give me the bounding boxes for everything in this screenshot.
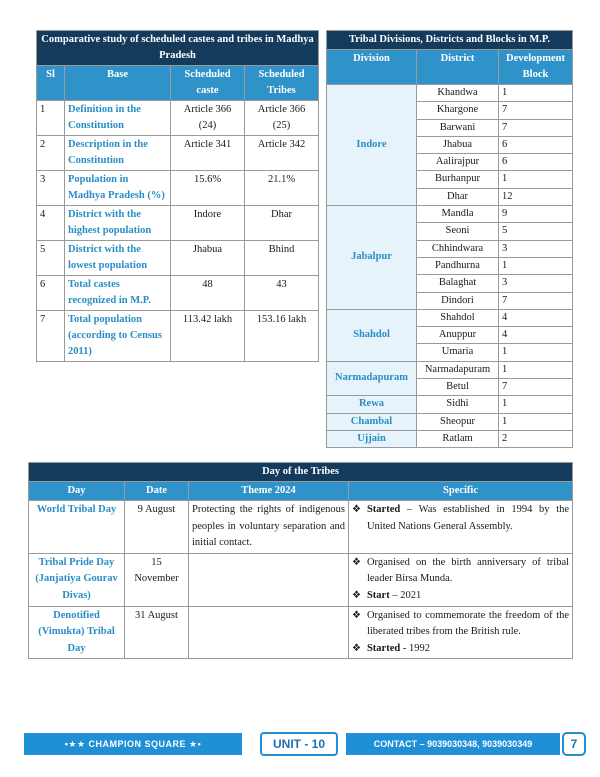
base-cell: District with the highest population — [65, 206, 171, 241]
table-row — [327, 361, 573, 378]
day-cell: Tribal Pride Day (Janjatiya Gourav Divas) — [29, 553, 125, 606]
division-cell: Narmadapuram — [327, 361, 417, 396]
specific-body: Organised on the birth anniversary of tribal leader Birsa Munda. — [366, 556, 570, 585]
district-cell: Seoni — [417, 223, 499, 240]
header-district: District — [417, 50, 499, 85]
district-cell: Chhindwara — [417, 240, 499, 257]
theme-cell — [189, 606, 349, 659]
district-cell: Dindori — [417, 292, 499, 309]
district-cell: Khandwa — [417, 85, 499, 102]
caste-cell: 15.6% — [171, 171, 245, 206]
district-cell: Narmadapuram — [417, 361, 499, 378]
tribes-cell: Dhar — [245, 206, 319, 241]
district-cell: Aalirajpur — [417, 154, 499, 171]
bullet-icon: ❖ — [352, 504, 361, 515]
sl-cell: 1 — [37, 101, 65, 136]
castes-table-title: Comparative study of scheduled castes and tribes in Madhya Pradesh — [37, 31, 319, 66]
specific-point — [352, 588, 569, 605]
day-cell: Denotified (Vimukta) Tribal Day — [29, 606, 125, 659]
blocks-cell: 1 — [499, 85, 573, 102]
tribes-cell: Article 342 — [245, 136, 319, 171]
caste-cell: Jhabua — [171, 241, 245, 276]
district-cell: Sidhi — [417, 396, 499, 413]
blocks-cell: 7 — [499, 102, 573, 119]
page-number: 7 — [562, 732, 586, 756]
specific-point — [352, 608, 569, 641]
footer-unit: UNIT - 10 — [260, 732, 338, 756]
day-cell: World Tribal Day — [29, 501, 125, 554]
table-row — [37, 241, 319, 276]
specific-label: Start — [366, 589, 390, 601]
day-of-tribes-table — [28, 462, 573, 659]
bullet-icon: ❖ — [352, 642, 361, 654]
district-cell: Anuppur — [417, 327, 499, 344]
table-row — [327, 430, 573, 447]
division-cell: Ujjain — [327, 430, 417, 447]
date-cell: 31 August — [125, 606, 189, 659]
district-cell: Betul — [417, 379, 499, 396]
tribes-cell: Bhind — [245, 241, 319, 276]
specific-point — [352, 555, 569, 588]
header-development-block: Development Block — [499, 50, 573, 85]
caste-cell: Article 341 — [171, 136, 245, 171]
castes-tribes-table — [36, 30, 319, 362]
tribal-divisions-table — [326, 30, 573, 448]
specific-text — [367, 588, 421, 605]
blocks-cell: 2 — [499, 430, 573, 447]
divisions-table-title: Tribal Divisions, Districts and Blocks in M.P. — [327, 31, 573, 50]
header-scheduled-caste: Scheduled caste — [171, 66, 245, 101]
specific-body: Organised to commemorate the freedom of the liberated tribes from the British rule. — [366, 609, 570, 638]
blocks-cell: 4 — [499, 309, 573, 326]
specific-cell — [349, 501, 573, 554]
bullet-icon: ❖ — [352, 589, 361, 601]
blocks-cell: 7 — [499, 379, 573, 396]
table-row — [37, 276, 319, 311]
blocks-cell: 9 — [499, 206, 573, 223]
table-row — [37, 136, 319, 171]
tribes-day-title: Day of the Tribes — [29, 463, 573, 482]
district-cell: Ratlam — [417, 430, 499, 447]
header-date: Date — [125, 482, 189, 501]
specific-cell — [349, 606, 573, 659]
district-cell: Burhanpur — [417, 171, 499, 188]
division-cell: Chambal — [327, 413, 417, 430]
specific-cell — [349, 553, 573, 606]
blocks-cell: 3 — [499, 275, 573, 292]
blocks-cell: 3 — [499, 240, 573, 257]
district-cell: Umaria — [417, 344, 499, 361]
blocks-cell: 12 — [499, 188, 573, 205]
header-sl: Sl — [37, 66, 65, 101]
district-cell: Khargone — [417, 102, 499, 119]
caste-cell: Indore — [171, 206, 245, 241]
base-cell: Description in the Constitution — [65, 136, 171, 171]
division-cell: Shahdol — [327, 309, 417, 361]
base-cell: Population in Madhya Pradesh (%) — [65, 171, 171, 206]
division-cell: Indore — [327, 85, 417, 206]
district-cell: Mandla — [417, 206, 499, 223]
table-row — [327, 413, 573, 430]
header-scheduled-tribes: Scheduled Tribes — [245, 66, 319, 101]
header-division: Division — [327, 50, 417, 85]
blocks-cell: 7 — [499, 119, 573, 136]
specific-text — [367, 608, 569, 641]
district-cell: Sheopur — [417, 413, 499, 430]
footer-contact: CONTACT – 9039030348, 9039030349 — [346, 733, 560, 755]
table-row — [37, 206, 319, 241]
blocks-cell: 5 — [499, 223, 573, 240]
specific-point — [352, 502, 569, 535]
specific-point — [352, 641, 569, 658]
bullet-icon: ❖ — [352, 609, 361, 621]
date-cell: 15 November — [125, 553, 189, 606]
theme-cell: Protecting the rights of indigenous peoples in voluntary separation and initial contact. — [189, 501, 349, 554]
base-cell: Total population (according to Census 2011) — [65, 311, 171, 362]
header-specific: Specific — [349, 482, 573, 501]
district-cell: Balaghat — [417, 275, 499, 292]
base-cell: Total castes recognized in M.P. — [65, 276, 171, 311]
blocks-cell: 4 — [499, 327, 573, 344]
table-row — [37, 311, 319, 362]
specific-body: – Was established in 1994 by the United Nations General Assembly. — [366, 504, 570, 532]
tribes-cell: 21.1% — [245, 171, 319, 206]
table-row — [327, 206, 573, 223]
division-cell: Jabalpur — [327, 206, 417, 310]
district-cell: Jhabua — [417, 136, 499, 153]
theme-cell — [189, 553, 349, 606]
district-cell: Shahdol — [417, 309, 499, 326]
base-cell: District with the lowest population — [65, 241, 171, 276]
specific-body: – 2021 — [389, 589, 422, 601]
table-row — [327, 85, 573, 102]
tribes-cell: 153.16 lakh — [245, 311, 319, 362]
header-base: Base — [65, 66, 171, 101]
blocks-cell: 1 — [499, 396, 573, 413]
page-footer — [24, 733, 578, 755]
table-row — [37, 101, 319, 136]
blocks-cell: 1 — [499, 413, 573, 430]
bullet-icon: ❖ — [352, 556, 361, 568]
sl-cell: 4 — [37, 206, 65, 241]
district-cell: Dhar — [417, 188, 499, 205]
blocks-cell: 1 — [499, 257, 573, 274]
specific-text — [367, 502, 569, 535]
tribes-cell: Article 366 (25) — [245, 101, 319, 136]
sl-cell: 6 — [37, 276, 65, 311]
specific-text — [367, 555, 569, 588]
sl-cell: 7 — [37, 311, 65, 362]
specific-body: - 1992 — [400, 642, 430, 654]
caste-cell: 48 — [171, 276, 245, 311]
specific-text — [367, 641, 430, 658]
specific-label: Started — [366, 504, 401, 515]
table-row — [29, 606, 573, 659]
division-cell: Rewa — [327, 396, 417, 413]
blocks-cell: 1 — [499, 171, 573, 188]
district-cell: Barwani — [417, 119, 499, 136]
sl-cell: 5 — [37, 241, 65, 276]
table-row — [29, 501, 573, 554]
sl-cell: 3 — [37, 171, 65, 206]
table-row — [29, 553, 573, 606]
date-cell: 9 August — [125, 501, 189, 554]
district-cell: Pandhurna — [417, 257, 499, 274]
blocks-cell: 6 — [499, 154, 573, 171]
blocks-cell: 1 — [499, 344, 573, 361]
specific-label: Started — [366, 642, 401, 654]
table-row — [327, 309, 573, 326]
table-row — [327, 396, 573, 413]
caste-cell: 113.42 lakh — [171, 311, 245, 362]
sl-cell: 2 — [37, 136, 65, 171]
header-theme: Theme 2024 — [189, 482, 349, 501]
caste-cell: Article 366 (24) — [171, 101, 245, 136]
base-cell: Definition in the Constitution — [65, 101, 171, 136]
header-day: Day — [29, 482, 125, 501]
footer-brand: •★★ CHAMPION SQUARE ★• — [24, 733, 242, 755]
blocks-cell: 1 — [499, 361, 573, 378]
blocks-cell: 7 — [499, 292, 573, 309]
blocks-cell: 6 — [499, 136, 573, 153]
tribes-cell: 43 — [245, 276, 319, 311]
table-row — [37, 171, 319, 206]
